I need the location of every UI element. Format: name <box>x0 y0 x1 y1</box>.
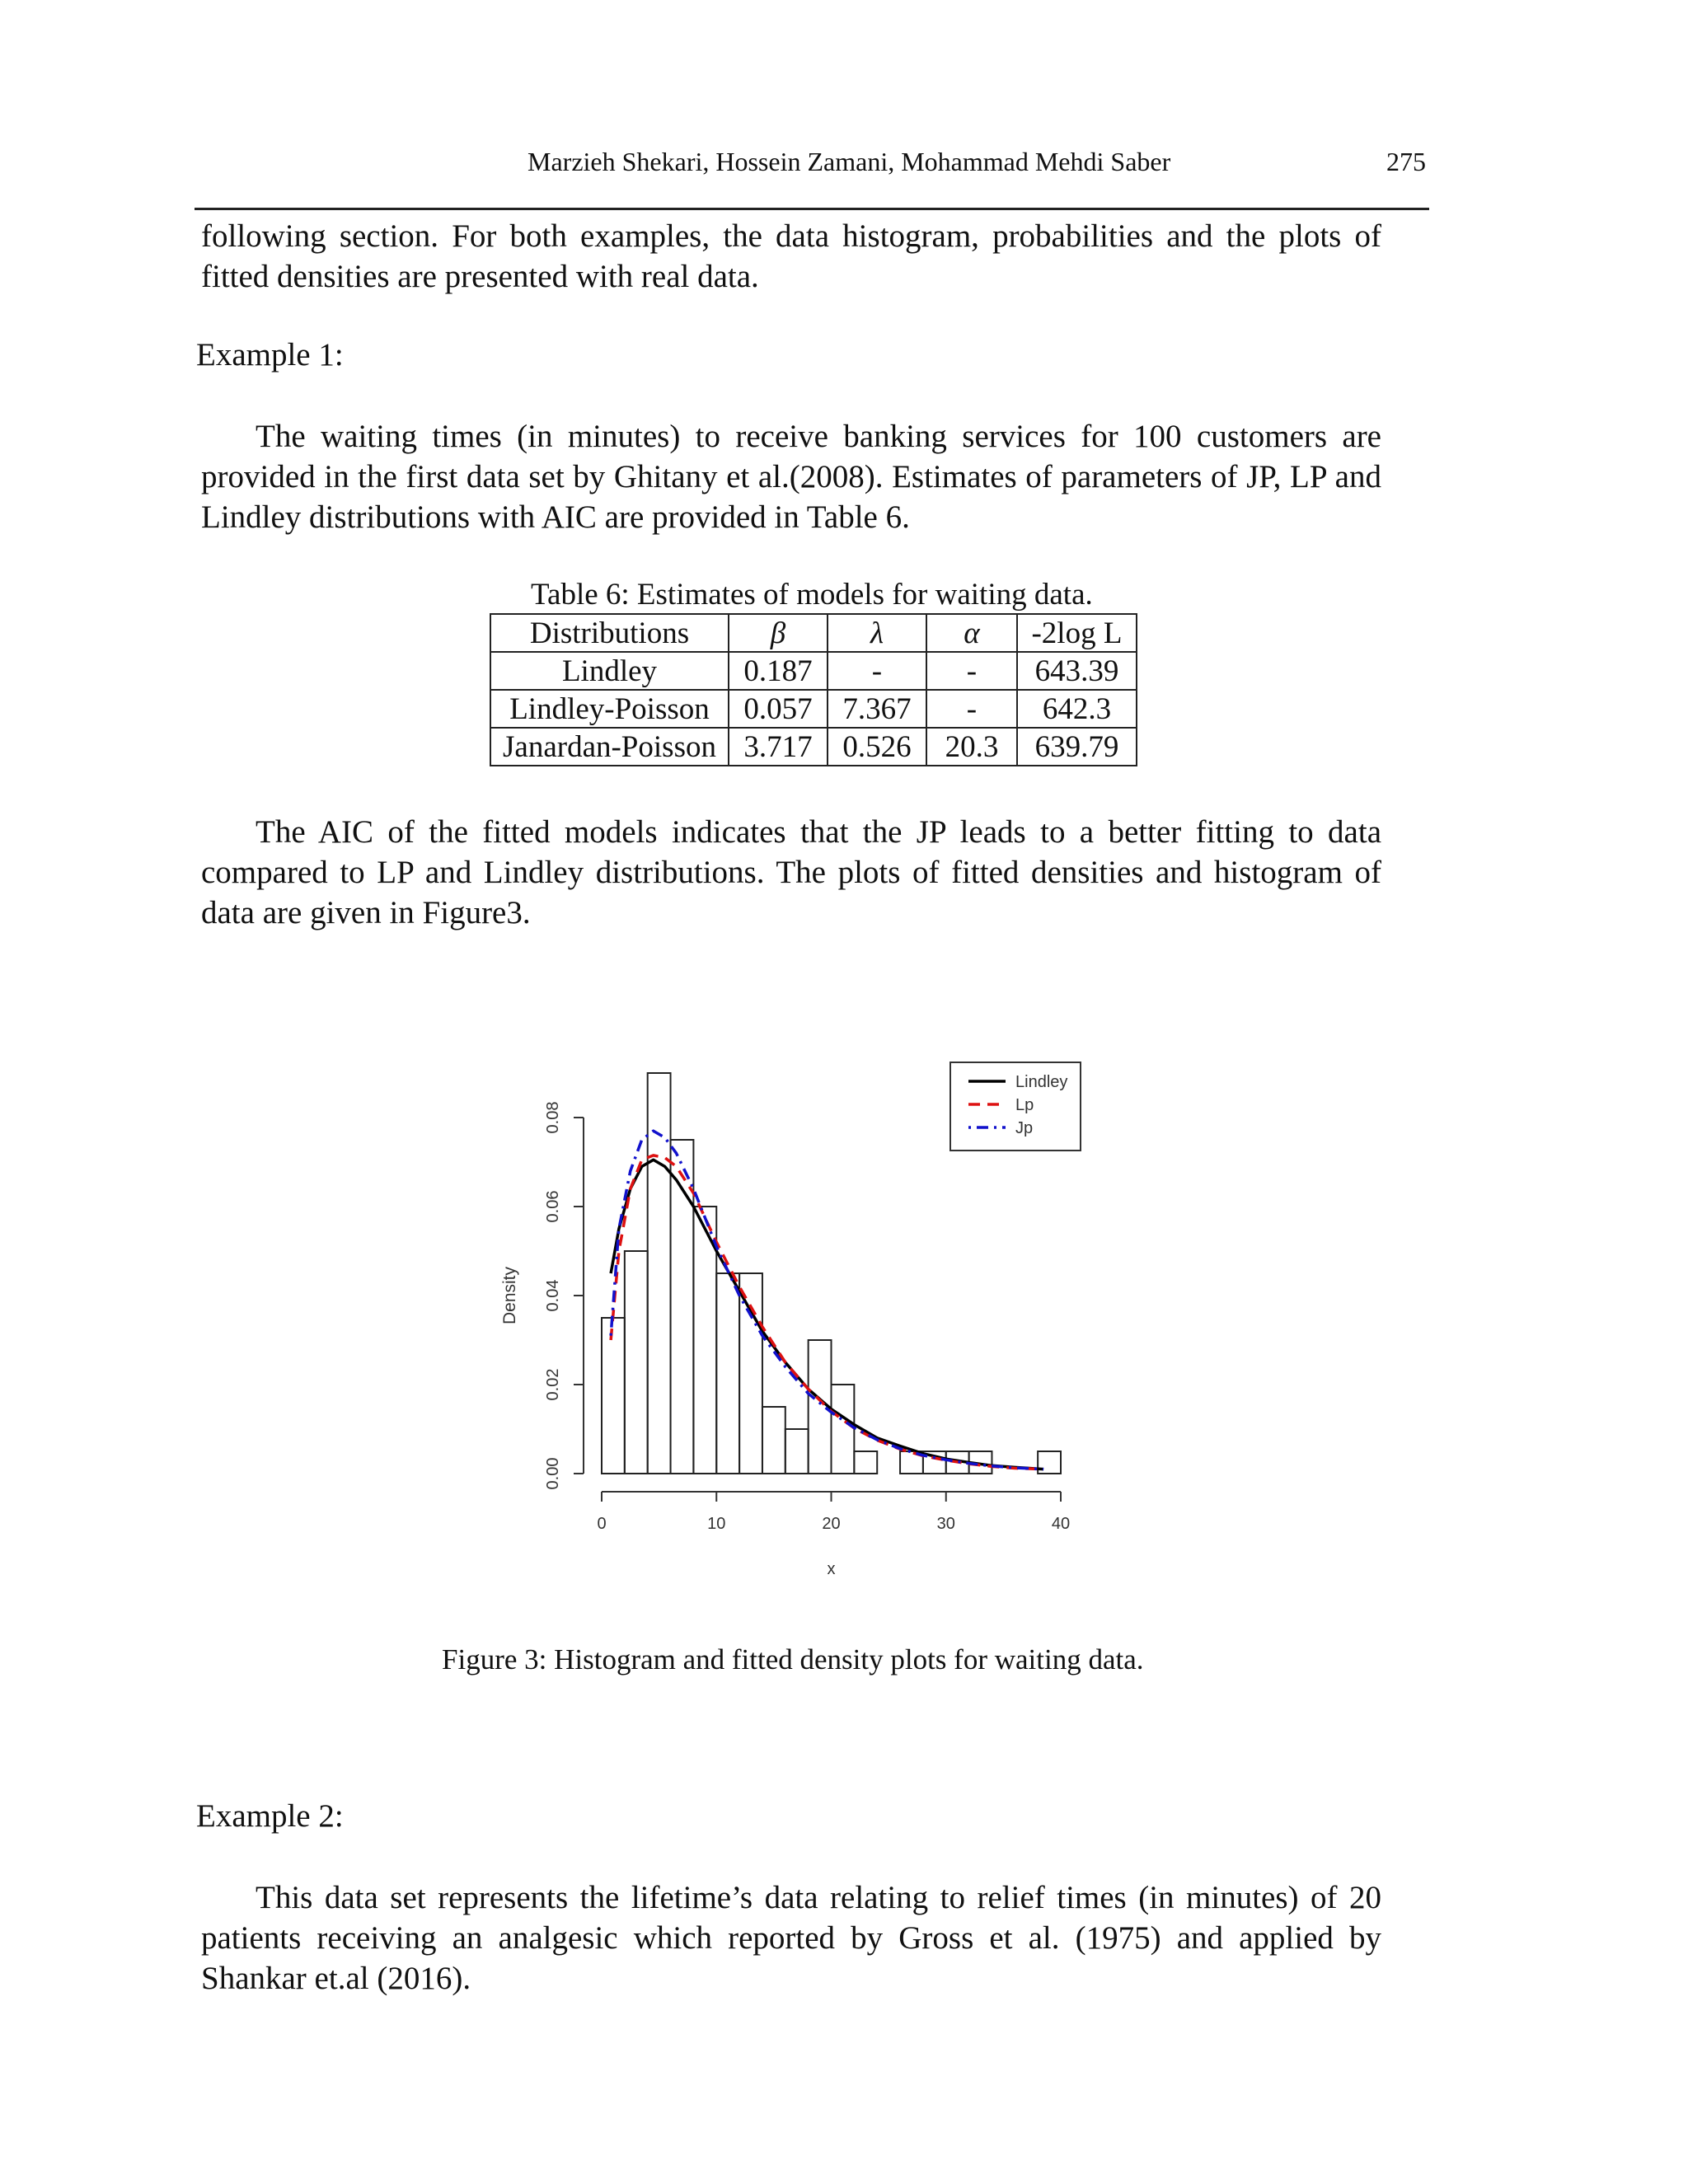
y-tick-label: 0.04 <box>544 1279 562 1312</box>
x-tick-label: 40 <box>1051 1515 1071 1533</box>
running-header: Marzieh Shekari, Hossein Zamani, Mohammad Mehdi Saber <box>528 147 1171 176</box>
legend-label: Jp <box>1015 1119 1034 1137</box>
table-cell: - <box>926 690 1017 728</box>
page-number: 275 <box>1386 147 1426 176</box>
table-cell: 0.057 <box>729 690 828 728</box>
density-curve-lindley <box>611 1160 1043 1469</box>
y-tick-label: 0.02 <box>544 1368 562 1401</box>
estimates-table <box>490 613 1137 766</box>
table-row <box>490 652 1137 690</box>
figure-caption: Figure 3: Histogram and fitted density plots for waiting data. <box>442 1643 1144 1675</box>
histogram-bar <box>854 1451 877 1474</box>
example2-paragraph: This data set represents the lifetime’s data relating to relief times (in minutes) of 20 patients receiving an analgesic which reported by Gross et al. (1975) and applied by Shankar et.al (2016). <box>201 1880 1381 1996</box>
table-cell: 639.79 <box>1017 728 1137 766</box>
histogram-bar <box>602 1318 625 1474</box>
y-axis-label: Density <box>500 1266 519 1325</box>
y-tick-label: 0.06 <box>544 1190 562 1223</box>
table-header-cell: α <box>926 614 1017 652</box>
table-cell: - <box>926 652 1017 690</box>
legend-label: Lp <box>1015 1096 1034 1114</box>
x-tick-label: 0 <box>597 1515 607 1533</box>
table-cell: 642.3 <box>1017 690 1137 728</box>
chart-axes <box>500 1102 1070 1578</box>
x-tick-label: 30 <box>936 1515 955 1533</box>
chart-legend <box>950 1062 1081 1151</box>
table-header-cell: -2log L <box>1017 614 1137 652</box>
table-cell: 0.526 <box>828 728 926 766</box>
table-cell: Lindley <box>490 652 729 690</box>
table-row <box>490 728 1137 766</box>
table-header-cell: λ <box>828 614 926 652</box>
histogram-bar <box>785 1429 809 1474</box>
table-cell: 0.187 <box>729 652 828 690</box>
x-tick-label: 20 <box>822 1515 841 1533</box>
table-header-row <box>490 614 1137 652</box>
table-cell: 7.367 <box>828 690 926 728</box>
intro-paragraph: following section. For both examples, the data histogram, probabilities and the plots of fitted densities are presented with real data. <box>201 218 1381 294</box>
histogram-bar <box>832 1385 855 1474</box>
table-row <box>490 690 1137 728</box>
table-cell: Lindley-Poisson <box>490 690 729 728</box>
table-cell: 643.39 <box>1017 652 1137 690</box>
x-tick-label: 10 <box>707 1515 726 1533</box>
legend-label: Lindley <box>1015 1073 1068 1091</box>
example1-paragraph: The waiting times (in minutes) to receive banking services for 100 customers are provided in the first data set by Ghitany et al.(2008). Estimates of parameters of JP, LP and Lindley distributions with AIC are provided in Table 6. <box>201 419 1381 535</box>
density-curves <box>611 1131 1043 1469</box>
example1-heading: Example 1: <box>196 337 344 373</box>
table-cell: - <box>828 652 926 690</box>
table-cell: Janardan-Poisson <box>490 728 729 766</box>
density-histogram-chart <box>478 1047 1104 1599</box>
y-tick-label: 0.08 <box>544 1101 562 1134</box>
x-axis-label: x <box>827 1560 836 1578</box>
y-tick-label: 0.00 <box>544 1457 562 1490</box>
header-rule <box>195 208 1429 210</box>
table-cell: 3.717 <box>729 728 828 766</box>
histogram-bar <box>625 1251 648 1474</box>
table-header-cell: β <box>729 614 828 652</box>
table-header-cell: Distributions <box>490 614 729 652</box>
table-cell: 20.3 <box>926 728 1017 766</box>
table-caption: Table 6: Estimates of models for waiting data. <box>531 578 1093 612</box>
histogram-bar <box>762 1407 785 1474</box>
histogram-bar <box>716 1273 739 1474</box>
aic-paragraph: The AIC of the fitted models indicates that the JP leads to a better fitting to data compared to LP and Lindley distributions. The plots of fitted densities and histogram of data are given in Figure3. <box>201 814 1381 930</box>
example2-heading: Example 2: <box>196 1798 344 1834</box>
density-curve-lp <box>611 1155 1043 1469</box>
